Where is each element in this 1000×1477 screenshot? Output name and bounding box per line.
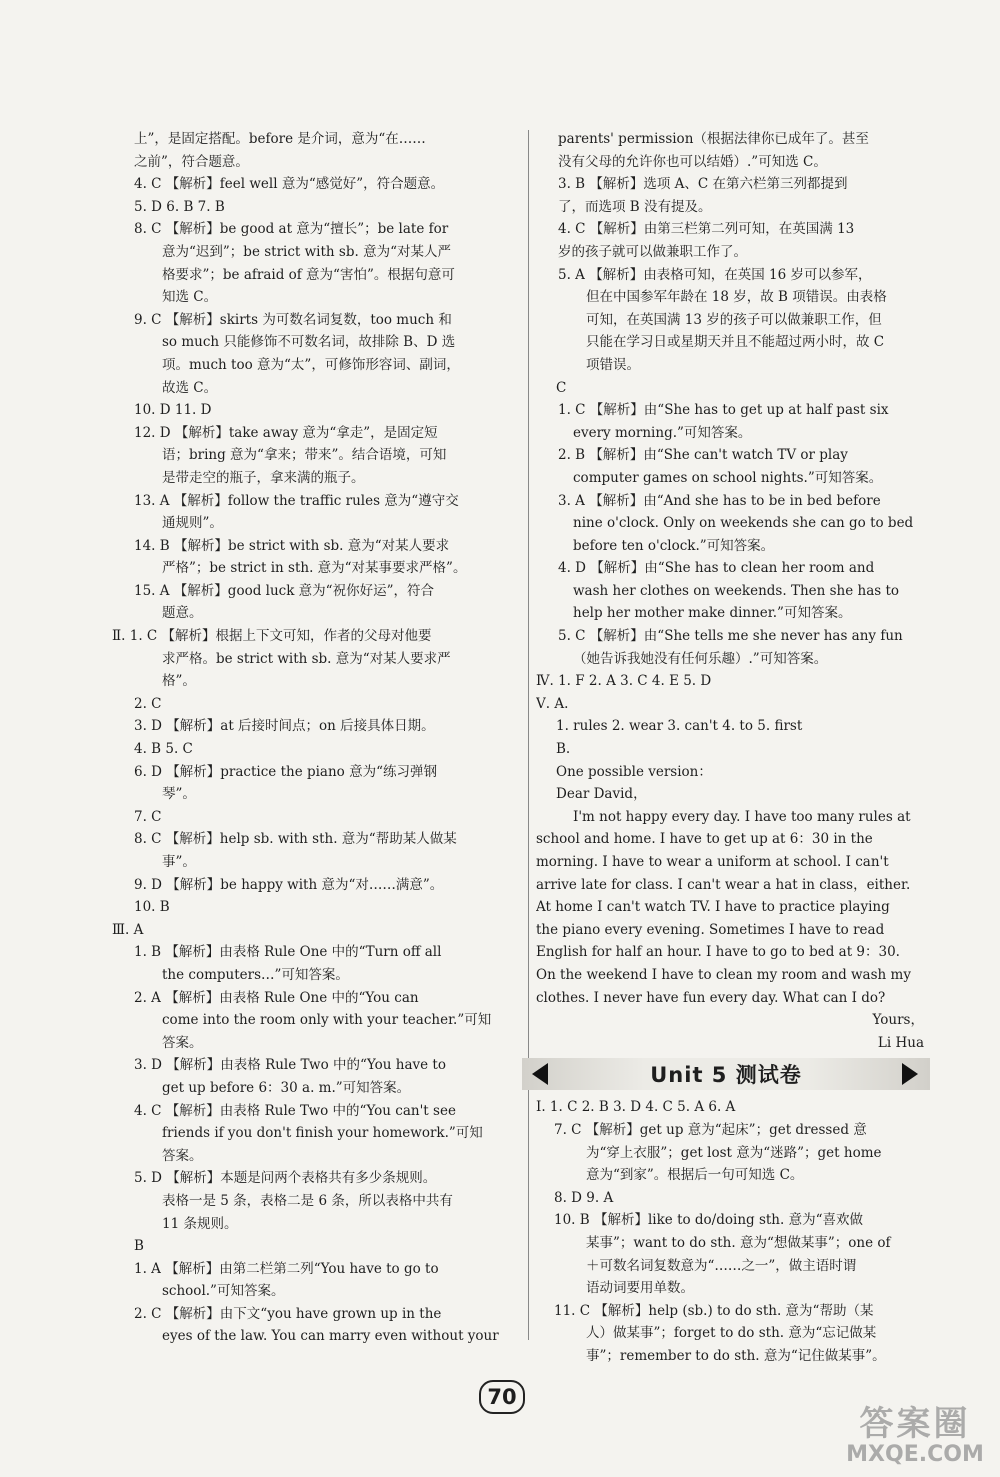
answer-line: Ⅲ. A — [112, 921, 144, 938]
unit-answer-line: 8. D 9. A — [554, 1189, 614, 1206]
answer-line: 可知，在英国满 13 岁的孩子可以做兼职工作，但 — [586, 311, 882, 328]
answer-line: 6. D 【解析】practice the piano 意为“练习弹钢 — [134, 763, 437, 780]
answer-line: （她告诉我她没有任何乐趣）.”可知答案。 — [573, 650, 828, 667]
answer-line: 11 条规则。 — [162, 1215, 238, 1232]
right-column — [536, 128, 928, 1367]
answer-line: 意为“迟到”；be strict with sb. 意为“对某人严 — [162, 243, 451, 260]
answer-line: 表格一是 5 条，表格二是 6 条，所以表格中共有 — [162, 1192, 453, 1209]
answer-line: B. — [556, 741, 571, 758]
answer-line: 题意。 — [162, 605, 203, 622]
answer-line: 格”。 — [162, 673, 196, 690]
right-answers — [536, 128, 928, 1054]
answer-line: school and home. I have to get up at 6：30 in the — [536, 831, 873, 848]
answer-line: 知选 C。 — [162, 289, 218, 306]
answer-line: arrive late for class. I can't wear a hat in class，either. — [536, 876, 911, 893]
answer-line: clothes. I never have fun every day. What can I do? — [536, 989, 886, 1006]
answer-line: 9. C 【解析】skirts 为可数名词复数，too much 和 — [134, 311, 452, 328]
answer-line: 严格”；be strict in sth. 意为“对某事要求严格”。 — [162, 560, 467, 577]
answer-line: 之前”，符合题意。 — [134, 153, 249, 170]
answer-line: Ⅴ. A. — [536, 695, 569, 712]
answer-line: before ten o'clock.”可知答案。 — [573, 537, 775, 554]
answer-line: help her mother make dinner.”可知答案。 — [573, 605, 852, 622]
answer-line: 10. B — [134, 899, 170, 916]
answer-line: 4. B 5. C — [134, 741, 193, 758]
unit-answer-line: 10. B 【解析】like to do/doing sth. 意为“喜欢做 — [554, 1212, 863, 1229]
answer-line: 2. B 【解析】由“She can't watch TV or play — [558, 447, 848, 464]
left-column — [112, 128, 520, 1348]
answer-line: 语；bring 意为“拿来；带来”。结合语境，可知 — [162, 447, 447, 464]
answer-line: 4. C 【解析】由表格 Rule Two 中的“You can't see — [134, 1102, 456, 1119]
answer-line: 3. D 【解析】由表格 Rule Two 中的“You have to — [134, 1057, 446, 1074]
answer-line: 7. C — [134, 808, 162, 825]
answer-line: 13. A 【解析】follow the traffic rules 意为“遵守交 — [134, 492, 459, 509]
answer-line: come into the room only with your teacher.”可知 — [162, 1012, 492, 1029]
answer-line: Dear David， — [556, 786, 647, 803]
page-number: 70 — [479, 1380, 525, 1414]
answer-line: school.”可知答案。 — [162, 1283, 285, 1300]
unit-answer-line: 事”；remember to do sth. 意为“记住做某事”。 — [586, 1347, 886, 1364]
answer-line: 8. C 【解析】be good at 意为“擅长”；be late for — [134, 221, 449, 238]
answer-line: I'm not happy every day. I have too many rules at — [573, 808, 911, 825]
answer-line: 是带走空的瓶子，拿来满的瓶子。 — [162, 469, 365, 486]
answer-line: 3. D 【解析】at 后接时间点；on 后接具体日期。 — [134, 718, 435, 735]
watermark-logo — [840, 1405, 990, 1471]
answer-line: C — [556, 379, 567, 396]
answer-line: so much 只能修饰不可数名词，故排除 B、D 选 — [162, 334, 456, 351]
answer-line: 了，而选项 B 没有提及。 — [558, 198, 712, 215]
unit-answer-line: 某事”；want to do sth. 意为“想做某事”；one of — [586, 1234, 891, 1251]
answer-line: 3. A 【解析】由“And she has to be in bed before — [558, 492, 881, 509]
answer-line: 求严格。be strict with sb. 意为“对某人要求严 — [162, 650, 451, 667]
answer-line: 没有父母的允许你也可以结婚）.”可知选 C。 — [558, 153, 827, 170]
answer-line: 岁的孩子就可以做兼职工作了。 — [558, 243, 747, 260]
answer-line: 15. A 【解析】good luck 意为“祝你好运”，符合 — [134, 582, 434, 599]
answer-line: 5. D 6. B 7. B — [134, 198, 225, 215]
unit-answer-line: 人）做某事”；forget to do sth. 意为“忘记做某 — [586, 1325, 877, 1342]
answer-line: computer games on school nights.”可知答案。 — [573, 469, 883, 486]
answer-line: morning. I have to wear a uniform at school. I can't — [536, 854, 889, 870]
answer-line: 项错误。 — [586, 356, 640, 373]
answer-line: 5. C 【解析】由“She tells me she never has any fun — [558, 628, 903, 645]
answer-line: eyes of the law. You can marry even without your — [162, 1328, 499, 1345]
unit-banner — [522, 1058, 930, 1090]
unit-answer-line: 11. C 【解析】help (sb.) to do sth. 意为“帮助（某 — [554, 1302, 874, 1319]
watermark-en: MXQE.COM — [846, 1442, 984, 1467]
answer-line: get up before 6：30 a. m.”可知答案。 — [162, 1079, 411, 1096]
answer-line: friends if you don't finish your homework.”可知 — [162, 1125, 483, 1142]
answer-line: Li Hua — [877, 1034, 924, 1051]
unit-answers — [536, 1096, 928, 1367]
column-divider — [528, 130, 529, 1340]
answer-line: parents' permission（根据法律你已成年了。甚至 — [558, 131, 869, 147]
unit-title: Unit 5 测试卷 — [650, 1063, 802, 1088]
answer-line: 1. B 【解析】由表格 Rule One 中的“Turn off all — [134, 944, 442, 961]
answer-line: 1. rules 2. wear 3. can't 4. to 5. first — [556, 718, 803, 735]
answer-line: 4. D 【解析】由“She has to clean her room and — [558, 560, 875, 577]
answer-line: 琴”。 — [162, 786, 196, 803]
answer-line: the computers…”可知答案。 — [162, 966, 349, 983]
answer-line: 2. A 【解析】由表格 Rule One 中的“You can — [134, 989, 419, 1006]
answer-line: 上”，是固定搭配。before 是介词，意为“在…… — [134, 131, 426, 147]
unit-answer-line: ＋可数名词复数意为“……之一”，做主语时谓 — [586, 1257, 857, 1274]
answer-line: the piano every evening. Sometimes I have to read — [536, 921, 885, 938]
unit-answer-line: 语动词要用单数。 — [586, 1280, 694, 1297]
answer-line: 通规则”。 — [162, 515, 223, 532]
answer-line: 8. C 【解析】help sb. with sth. 意为“帮助某人做某 — [134, 831, 457, 848]
answer-line: 1. A 【解析】由第二栏第二列“You have to go to — [134, 1260, 439, 1277]
answer-line: On the weekend I have to clean my room and wash my — [536, 966, 911, 983]
answer-line: Ⅳ. 1. F 2. A 3. C 4. E 5. D — [536, 673, 712, 690]
answer-line: 3. B 【解析】选项 A、C 在第六栏第三列都提到 — [558, 176, 848, 193]
answer-line: Yours， — [872, 1012, 924, 1029]
unit-answer-line: 7. C 【解析】get up 意为“起床”；get dressed 意 — [554, 1121, 867, 1138]
answer-line: 2. C 【解析】由下文“you have grown up in the — [134, 1305, 442, 1322]
answer-line: 1. C 【解析】由“She has to get up at half past six — [558, 402, 889, 419]
right-arrow-icon — [902, 1063, 918, 1085]
answer-line: 14. B 【解析】be strict with sb. 意为“对某人要求 — [134, 537, 450, 554]
answer-line: 故选 C。 — [162, 379, 218, 396]
answer-line: every morning.”可知答案。 — [573, 424, 752, 441]
answer-line: 4. C 【解析】feel well 意为“感觉好”，符合题意。 — [134, 176, 445, 193]
answer-line: 5. D 【解析】本题是问两个表格共有多少条规则。 — [134, 1170, 437, 1187]
answer-line: 格要求”；be afraid of 意为“害怕”。根据句意可 — [162, 266, 455, 283]
answer-line: 2. C — [134, 695, 162, 712]
answer-line: Ⅱ. 1. C 【解析】根据上下文可知，作者的父母对他要 — [112, 628, 432, 645]
answer-line: nine o'clock. Only on weekends she can go to bed — [573, 515, 914, 532]
answer-line: 但在中国参军年龄在 18 岁，故 B 项错误。由表格 — [586, 289, 887, 306]
unit-answer-line: 为“穿上衣服”；get lost 意为“迷路”；get home — [586, 1144, 882, 1161]
answer-line: 只能在学习日或星期天并且不能超过两小时，故 C — [586, 334, 885, 351]
answer-line: 答案。 — [162, 1147, 203, 1164]
unit-answer-line: Ⅰ. 1. C 2. B 3. D 4. C 5. A 6. A — [536, 1099, 736, 1116]
answer-line: B — [134, 1238, 144, 1255]
answer-line: 项。much too 意为“太”，可修饰形容词、副词， — [162, 356, 460, 373]
unit-answer-line: 意为“到家”。根据后一句可知选 C。 — [586, 1167, 804, 1184]
answer-line: 5. A 【解析】由表格可知，在英国 16 岁可以参军， — [558, 266, 872, 283]
answer-line: wash her clothes on weekends. Then she has to — [573, 582, 900, 599]
answer-line: One possible version： — [556, 763, 712, 780]
answer-line: 答案。 — [162, 1034, 203, 1051]
answer-line: 10. D 11. D — [134, 402, 212, 419]
watermark-cn: 答案圈 — [859, 1404, 971, 1444]
answer-line: At home I can't watch TV. I have to practice playing — [536, 899, 890, 916]
left-arrow-icon — [532, 1063, 548, 1085]
answer-line: 4. C 【解析】由第三栏第二列可知，在英国满 13 — [558, 221, 855, 238]
answer-line: English for half an hour. I have to go to bed at 9：30. — [536, 944, 900, 961]
answer-line: 12. D 【解析】take away 意为“拿走”，是固定短 — [134, 424, 438, 441]
answer-line: 事”。 — [162, 854, 196, 870]
answer-line: 9. D 【解析】be happy with 意为“对……满意”。 — [134, 876, 444, 893]
